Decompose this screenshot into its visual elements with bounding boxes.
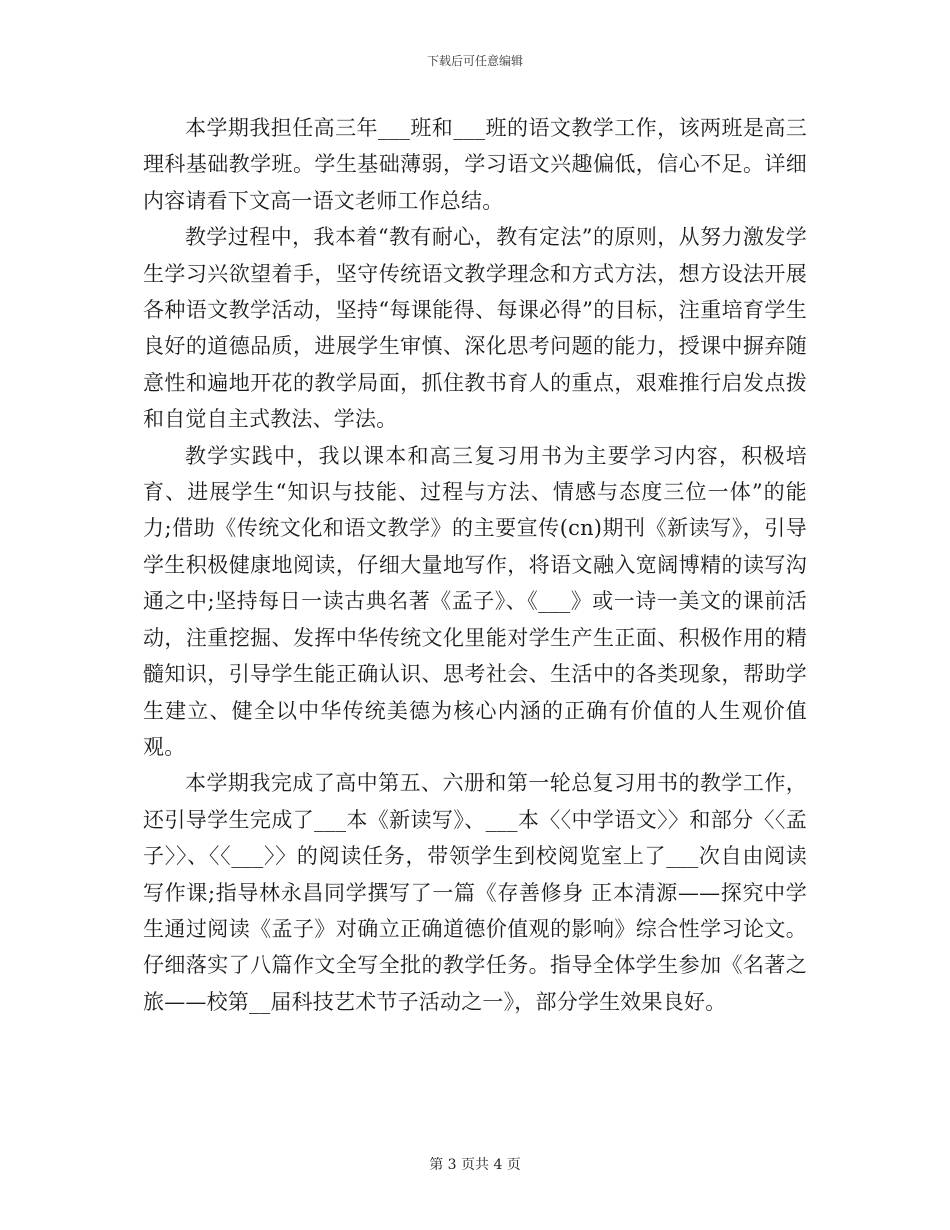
document-body: [143, 110, 807, 1020]
paragraph-1: 本学期我担任高三年___班和___班的语文教学工作，该两班是高三理科基础教学班。学生基础薄弱，学习语文兴趣偏低，信心不足。详细内容请看下文高一语文老师工作总结。: [143, 116, 807, 213]
page-number: 第 3 页共 4 页: [429, 1157, 521, 1173]
page-header-note: 下载后可任意编辑: [426, 54, 523, 68]
paragraph-2: 教学过程中，我本着“教有耐心，教有定法”的原则，从努力激发学生学习兴欲望着手，坚守传统语文教学理念和方式方法，想方设法开展各种语文教学活动，坚持“每课能得、每课必得”的目标，注重培育学生良好的道德品质，进展学生审慎、深化思考问题的能力，授课中摒弃随意性和遍地开花的教学局面，抓住教书育人的重点，艰难推行启发点拨和自觉自主式教法、学法。: [143, 225, 807, 432]
paragraph-4: 本学期我完成了高中第五、六册和第一轮总复习用书的教学工作，还引导学生完成了___本《新读写》、___本〈〈中学语文〉〉和部分〈〈孟子〉〉、〈〈___〉〉的阅读任务，带领学生到校阅览室上了___次自由阅读写作课;指导林永昌同学撰写了一篇《存善修身 正本清源——探究中学生通过阅读《孟子》对确立正确道德价值观的影响》综合性学习论文。仔细落实了八篇作文全写全批的教学任务。指导全体学生参加《名著之旅——校第__届科技艺术节子活动之一》，部分学生效果良好。: [143, 771, 807, 1014]
paragraph-3: 教学实践中，我以课本和高三复习用书为主要学习内容，积极培育、进展学生“知识与技能、过程与方法、情感与态度三位一体”的能力;借助《传统文化和语文教学》的主要宣传(cn)期刊《新读写》，引导学生积极健康地阅读，仔细大量地写作，将语文融入宽阔博精的读写沟通之中;坚持每日一读古典名著《孟子》、《___》或一诗一美文的课前活动，注重挖掘、发挥中华传统文化里能对学生产生正面、积极作用的精髓知识，引导学生能正确认识、思考社会、生活中的各类现象，帮助学生建立、健全以中华传统美德为核心内涵的正确有价值的人生观价值观。: [143, 443, 807, 759]
